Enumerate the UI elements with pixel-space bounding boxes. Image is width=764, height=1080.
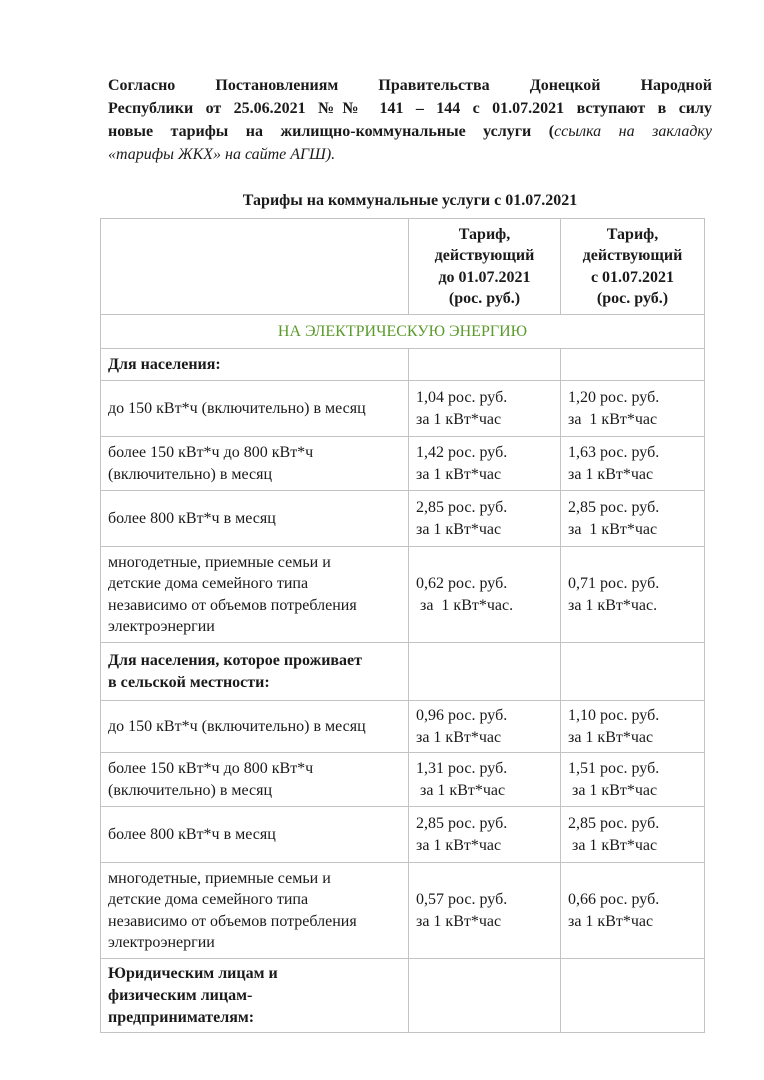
consumption-label-cell xyxy=(101,807,409,863)
empty-cell xyxy=(561,643,705,701)
consumption-label-cell xyxy=(101,863,409,959)
header-line: с 01.07.2021 xyxy=(590,268,675,286)
group-label-cell xyxy=(101,643,409,701)
new-tariff-value: за 1 кВт*час xyxy=(568,728,654,746)
header-line: действующий xyxy=(434,247,535,264)
consumption-label-line: до 150 кВт*ч (включительно) в месяц xyxy=(108,717,366,735)
consumption-label-line: детские дома семейного типа xyxy=(108,575,309,592)
intro-link-text[interactable]: ссылка на закладку xyxy=(554,123,713,140)
old-tariff-cell xyxy=(409,807,561,863)
section-heading: НА ЭЛЕКТРИЧЕСКУЮ ЭНЕРГИЮ xyxy=(101,315,705,349)
group-label-line: Юридическим лицам и xyxy=(108,964,278,982)
new-tariff-cell xyxy=(561,863,705,959)
group-label-line: предпринимателям: xyxy=(108,1008,255,1026)
consumption-label-line: электроэнергии xyxy=(108,618,215,635)
old-tariff-value: за 1 кВт*час xyxy=(416,410,502,428)
new-tariff-value: 0,66 рос. руб. xyxy=(568,891,660,908)
new-tariff-cell xyxy=(561,547,705,643)
new-tariff-value: за 1 кВт*час. xyxy=(568,596,658,614)
table-row xyxy=(101,753,705,807)
old-tariff-value: 0,96 рос. руб. xyxy=(416,706,508,724)
old-tariff-value: за 1 кВт*час xyxy=(416,912,502,930)
intro-line-2: Республики от 25.06.2021 №№ 141 – 144 с 01.07.2021 вступают в силу xyxy=(108,100,712,117)
consumption-label-cell xyxy=(101,491,409,547)
header-line: (рос. руб.) xyxy=(596,290,669,307)
new-tariff-value: 1,10 рос. руб. xyxy=(568,706,660,724)
header-line: до 01.07.2021 xyxy=(438,268,531,286)
consumption-label-cell xyxy=(101,753,409,807)
group-label-line: Для населения, которое проживает xyxy=(108,651,363,669)
table-row xyxy=(101,381,705,437)
group-label-line: в сельской местности: xyxy=(108,673,270,691)
old-tariff-cell xyxy=(409,381,561,437)
old-tariff-value: 1,31 рос. руб. xyxy=(416,759,508,777)
table-row xyxy=(101,491,705,547)
group-row xyxy=(101,349,705,381)
consumption-label-line: многодетные, приемные семьи и xyxy=(108,553,331,571)
consumption-label-line: независимо от объемов потребления xyxy=(108,596,357,614)
old-tariff-value: за 1 кВт*час xyxy=(416,465,502,483)
old-tariff-value: за 1 кВт*час xyxy=(416,836,502,854)
old-tariff-value: 2,85 рос. руб. xyxy=(416,814,508,832)
old-tariff-cell xyxy=(409,863,561,959)
intro-line-3-bold: новые тарифы на жилищно-коммунальные услуги ( xyxy=(108,123,555,140)
new-tariff-value: за 1 кВт*час xyxy=(568,465,654,483)
table-row xyxy=(101,437,705,491)
intro-line-3 xyxy=(108,120,712,143)
empty-cell xyxy=(409,643,561,701)
consumption-label-line: более 800 кВт*ч в месяц xyxy=(108,509,276,527)
table-row xyxy=(101,701,705,753)
table-row xyxy=(101,807,705,863)
new-tariff-value: 1,63 рос. руб. xyxy=(568,443,660,461)
consumption-label-line: более 800 кВт*ч в месяц xyxy=(108,825,276,843)
consumption-label-cell xyxy=(101,701,409,753)
table-row xyxy=(101,863,705,959)
new-tariff-value: за 1 кВт*час xyxy=(568,912,654,930)
old-tariff-cell xyxy=(409,437,561,491)
consumption-label-line: до 150 кВт*ч (включительно) в месяц xyxy=(108,399,366,417)
consumption-label-line: более 150 кВт*ч до 800 кВт*ч xyxy=(108,759,314,777)
header-old-tariff xyxy=(409,219,561,315)
old-tariff-value: за 1 кВт*час xyxy=(416,781,506,799)
old-tariff-value: за 1 кВт*час. xyxy=(416,596,514,614)
consumption-label-line: независимо от объемов потребления xyxy=(108,912,357,930)
group-label-cell xyxy=(101,349,409,381)
table-row xyxy=(101,547,705,643)
empty-cell xyxy=(409,349,561,381)
header-new-tariff xyxy=(561,219,705,315)
old-tariff-value: 0,62 рос. руб. xyxy=(416,575,508,592)
old-tariff-value: за 1 кВт*час xyxy=(416,520,502,538)
old-tariff-cell xyxy=(409,547,561,643)
consumption-label-cell xyxy=(101,437,409,491)
new-tariff-value: за 1 кВт*час xyxy=(568,520,658,538)
new-tariff-value: 1,20 рос. руб. xyxy=(568,388,660,406)
consumption-label-line: (включительно) в месяц xyxy=(108,465,273,483)
header-line: (рос. руб.) xyxy=(448,290,521,307)
table-header-row xyxy=(101,219,705,315)
new-tariff-cell xyxy=(561,491,705,547)
intro-paragraph xyxy=(108,74,712,166)
old-tariff-value: 0,57 рос. руб. xyxy=(416,891,508,908)
consumption-label-cell xyxy=(101,381,409,437)
new-tariff-value: 1,51 рос. руб. xyxy=(568,759,660,777)
empty-cell xyxy=(409,959,561,1033)
consumption-label-line: электроэнергии xyxy=(108,934,215,951)
consumption-label-line: более 150 кВт*ч до 800 кВт*ч xyxy=(108,443,314,461)
header-line: Тариф, xyxy=(606,225,659,243)
group-label-cell xyxy=(101,959,409,1033)
new-tariff-cell xyxy=(561,381,705,437)
new-tariff-value: 2,85 рос. руб. xyxy=(568,814,660,832)
intro-line-1: Согласно Постановлениям Правительства Донецкой Народной xyxy=(108,77,712,94)
intro-link-text-end[interactable]: «тарифы ЖКХ» на сайте АГШ). xyxy=(108,146,336,163)
header-empty-cell xyxy=(101,219,409,315)
old-tariff-cell xyxy=(409,753,561,807)
consumption-label-cell xyxy=(101,547,409,643)
new-tariff-cell xyxy=(561,753,705,807)
empty-cell xyxy=(561,349,705,381)
empty-cell xyxy=(561,959,705,1033)
group-label-line: Для населения: xyxy=(108,355,221,373)
group-row xyxy=(101,643,705,701)
consumption-label-line: многодетные, приемные семьи и xyxy=(108,869,331,887)
consumption-label-line: (включительно) в месяц xyxy=(108,781,273,799)
new-tariff-cell xyxy=(561,807,705,863)
new-tariff-cell xyxy=(561,437,705,491)
old-tariff-value: 1,42 рос. руб. xyxy=(416,443,508,461)
new-tariff-cell xyxy=(561,701,705,753)
group-label-line: физическим лицам- xyxy=(108,986,253,1004)
old-tariff-cell xyxy=(409,491,561,547)
header-line: действующий xyxy=(582,247,683,264)
section-row xyxy=(101,315,705,349)
old-tariff-value: за 1 кВт*час xyxy=(416,728,502,746)
old-tariff-value: 2,85 рос. руб. xyxy=(416,498,508,516)
group-row xyxy=(101,959,705,1033)
consumption-label-line: детские дома семейного типа xyxy=(108,891,309,908)
header-line: Тариф, xyxy=(458,225,511,243)
new-tariff-value: за 1 кВт*час xyxy=(568,836,658,854)
new-tariff-value: за 1 кВт*час xyxy=(568,781,658,799)
new-tariff-value: за 1 кВт*час xyxy=(568,410,658,428)
page-title: Тарифы на коммунальные услуги с 01.07.2021 xyxy=(242,192,578,209)
new-tariff-value: 0,71 рос. руб. xyxy=(568,575,660,592)
old-tariff-cell xyxy=(409,701,561,753)
new-tariff-value: 2,85 рос. руб. xyxy=(568,498,660,516)
tariff-table xyxy=(100,218,705,1033)
old-tariff-value: 1,04 рос. руб. xyxy=(416,388,508,406)
tariff-table-body xyxy=(101,315,705,1033)
